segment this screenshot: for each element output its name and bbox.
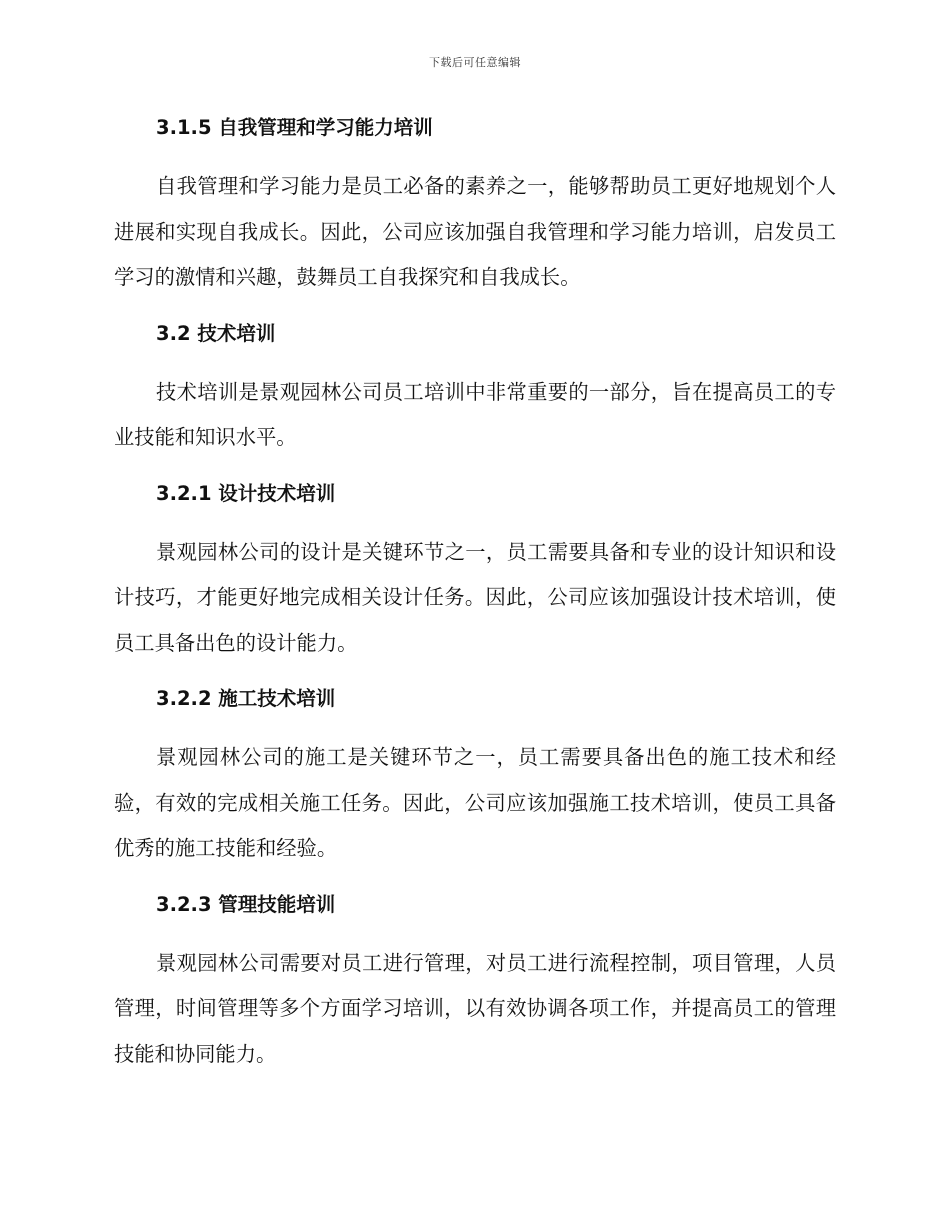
section-heading-3-2-2: 3.2.2 施工技术培训 bbox=[156, 687, 336, 710]
section-paragraph-3-2-1: 景观园林公司的设计是关键环节之一，员工需要具备和专业的设计知识和设计技巧，才能更好地完成相关设计任务。因此，公司应该加强设计技术培训，使员工具备出色的设计能力。 bbox=[114, 539, 836, 655]
section-paragraph-3-2-3: 景观园林公司需要对员工进行管理，对员工进行流程控制，项目管理，人员管理，时间管理等多个方面学习培训，以有效协调各项工作，并提高员工的管理技能和协同能力。 bbox=[114, 950, 836, 1066]
section-heading-3-2-3: 3.2.3 管理技能培训 bbox=[156, 892, 336, 916]
section-heading-3-2: 3.2 技术培训 bbox=[156, 321, 276, 345]
section-paragraph-3-2: 技术培训是景观园林公司员工培训中非常重要的一部分，旨在提高员工的专业技能和知识水平。 bbox=[114, 379, 836, 449]
section-paragraph-3-2-2: 景观园林公司的施工是关键环节之一，员工需要具备出色的施工技术和经验，有效的完成相关施工任务。因此，公司应该加强施工技术培训，使员工具备优秀的施工技能和经验。 bbox=[114, 745, 836, 860]
page-header: 下载后可任意编辑 bbox=[429, 56, 521, 69]
document-body bbox=[114, 112, 836, 1094]
section-heading-3-1-5: 3.1.5 自我管理和学习能力培训 bbox=[156, 116, 433, 139]
section-paragraph-3-1-5: 自我管理和学习能力是员工必备的素养之一，能够帮助员工更好地规划个人进展和实现自我成长。因此，公司应该加强自我管理和学习能力培训，启发员工学习的激情和兴趣，鼓舞员工自我探究和自我成长。 bbox=[114, 174, 836, 289]
section-heading-3-2-1: 3.2.1 设计技术培训 bbox=[156, 481, 336, 505]
